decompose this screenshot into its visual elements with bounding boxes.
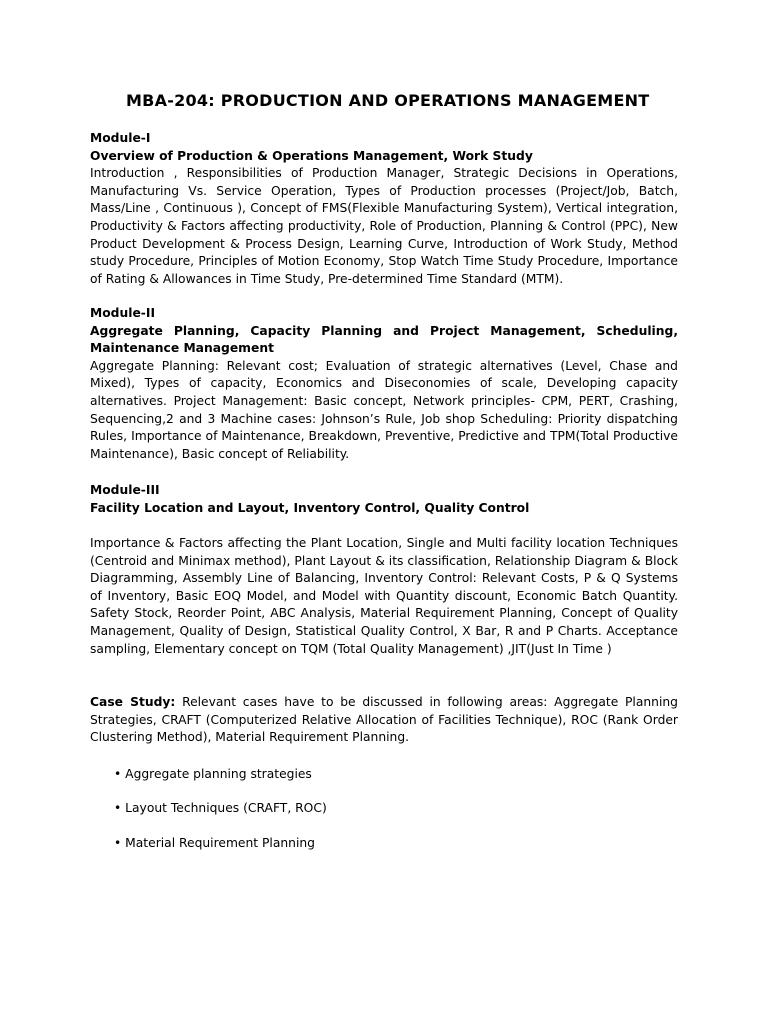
module-3-heading: Facility Location and Layout, Inventory Control, Quality Control	[90, 500, 530, 515]
module-1-section	[90, 130, 678, 288]
module-2-section	[90, 305, 678, 463]
case-study-paragraph	[90, 694, 678, 747]
module-1-body: Introduction , Responsibilities of Production Manager, Strategic Decisions in Operations, Manufacturing Vs. Service Operation, Types of Production processes (Project/Job, Batch, Mass/Line , Continuous ), Concept of FMS(Flexible Manufacturing System), Vertical integration, Productivity & Factors affecting productivity, Role of Production, Planning & Control (PPC), New Product Development & Process Design, Learning Curve, Introduction of Work Study, Method study Procedure, Principles of Motion Economy, Stop Watch Time Study Procedure, Importance of Rating & Allowances in Time Study, Pre-determined Time Standard (MTM).	[90, 166, 678, 286]
module-3-body-block	[90, 535, 678, 658]
document-title: MBA-204: PRODUCTION AND OPERATIONS MANAGEMENT	[126, 91, 650, 110]
module-2-heading: Aggregate Planning, Capacity Planning and Project Management, Scheduling, Maintenance Management	[90, 323, 678, 356]
case-study-section	[90, 694, 678, 747]
module-2-body: Aggregate Planning: Relevant cost; Evaluation of strategic alternatives (Level, Chase and Mixed), Types of capacity, Economics and Diseconomies of scale, Developing capacity alternatives. Project Management: Basic concept, Network principles- CPM, PERT, Crashing, Sequencing,2 and 3 Machine cases: Johnson’s Rule, Job shop Scheduling: Priority dispatching Rules, Importance of Maintenance, Breakdown, Preventive, Predictive and TPM(Total Productive Maintenance), Basic concept of Reliability.	[90, 358, 678, 461]
module-1-label: Module-I	[90, 131, 151, 145]
case-study-text: Relevant cases have to be discussed in following areas: Aggregate Planning Strategies, CRAFT (Computerized Relative Allocation of Facilities Technique), ROC (Rank Order Clustering Method), Material Requirement Planning.	[90, 695, 678, 745]
module-3-label: Module-III	[90, 483, 160, 497]
bullet-item: • Material Requirement Planning	[114, 836, 315, 850]
module-3-body: Importance & Factors affecting the Plant Location, Single and Multi facility location Techniques (Centroid and Minimax method), Plant Layout & its classification, Relationship Diagram & Block Diagramming, Assembly Line of Balancing, Inventory Control: Relevant Costs, P & Q Systems of Inventory, Basic EOQ Model, and Model with Quantity discount, Economic Batch Quantity. Safety Stock, Reorder Point, ABC Analysis, Material Requirement Planning, Concept of Quality Management, Quality of Design, Statistical Quality Control, X Bar, R and P Charts. Acceptance sampling, Elementary concept on TQM (Total Quality Management) ,JIT(Just In Time )	[90, 536, 678, 656]
bullet-item: • Aggregate planning strategies	[114, 767, 312, 781]
module-3-section	[90, 482, 678, 517]
case-study-label: Case Study:	[90, 695, 176, 709]
module-1-heading: Overview of Production & Operations Management, Work Study	[90, 148, 533, 163]
bullet-item: • Layout Techniques (CRAFT, ROC)	[114, 801, 327, 815]
module-2-label: Module-II	[90, 306, 156, 320]
